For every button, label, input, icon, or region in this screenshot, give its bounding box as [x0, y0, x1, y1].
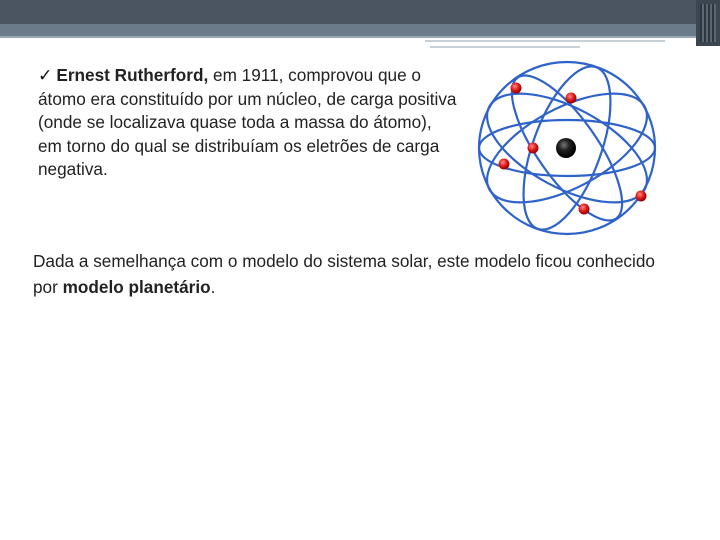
header-divider: [0, 36, 720, 38]
decorative-line: [425, 40, 665, 42]
rutherford-text: em 1911, comprovou que o átomo era constituído por um núcleo, de carga positiva (onde se localizava quase toda a massa do átomo), em torno do qual se distribuíam os eletrões de carga negativa.: [38, 65, 457, 179]
planetary-text-before: Dada a semelhança com o modelo do sistema solar, este modelo ficou conhecido por: [33, 251, 655, 297]
planetary-model-term: modelo planetário: [62, 277, 211, 297]
decorative-line: [430, 46, 580, 48]
rutherford-paragraph: [38, 64, 458, 182]
electron: [511, 83, 522, 94]
planetary-text-after: .: [210, 277, 216, 297]
nucleus: [556, 138, 576, 158]
electron: [499, 159, 510, 170]
header-bar: [0, 0, 720, 24]
electron: [636, 191, 647, 202]
rutherford-name: Ernest Rutherford,: [56, 65, 209, 85]
atom-model-icon: [470, 60, 670, 240]
electron: [566, 93, 577, 104]
electron: [579, 204, 590, 215]
electron: [528, 143, 539, 154]
corner-stripes: [700, 4, 716, 42]
checkmark-icon: ✓: [38, 65, 53, 85]
header-accent-bar: [0, 24, 720, 36]
planetary-model-paragraph: [33, 248, 683, 300]
